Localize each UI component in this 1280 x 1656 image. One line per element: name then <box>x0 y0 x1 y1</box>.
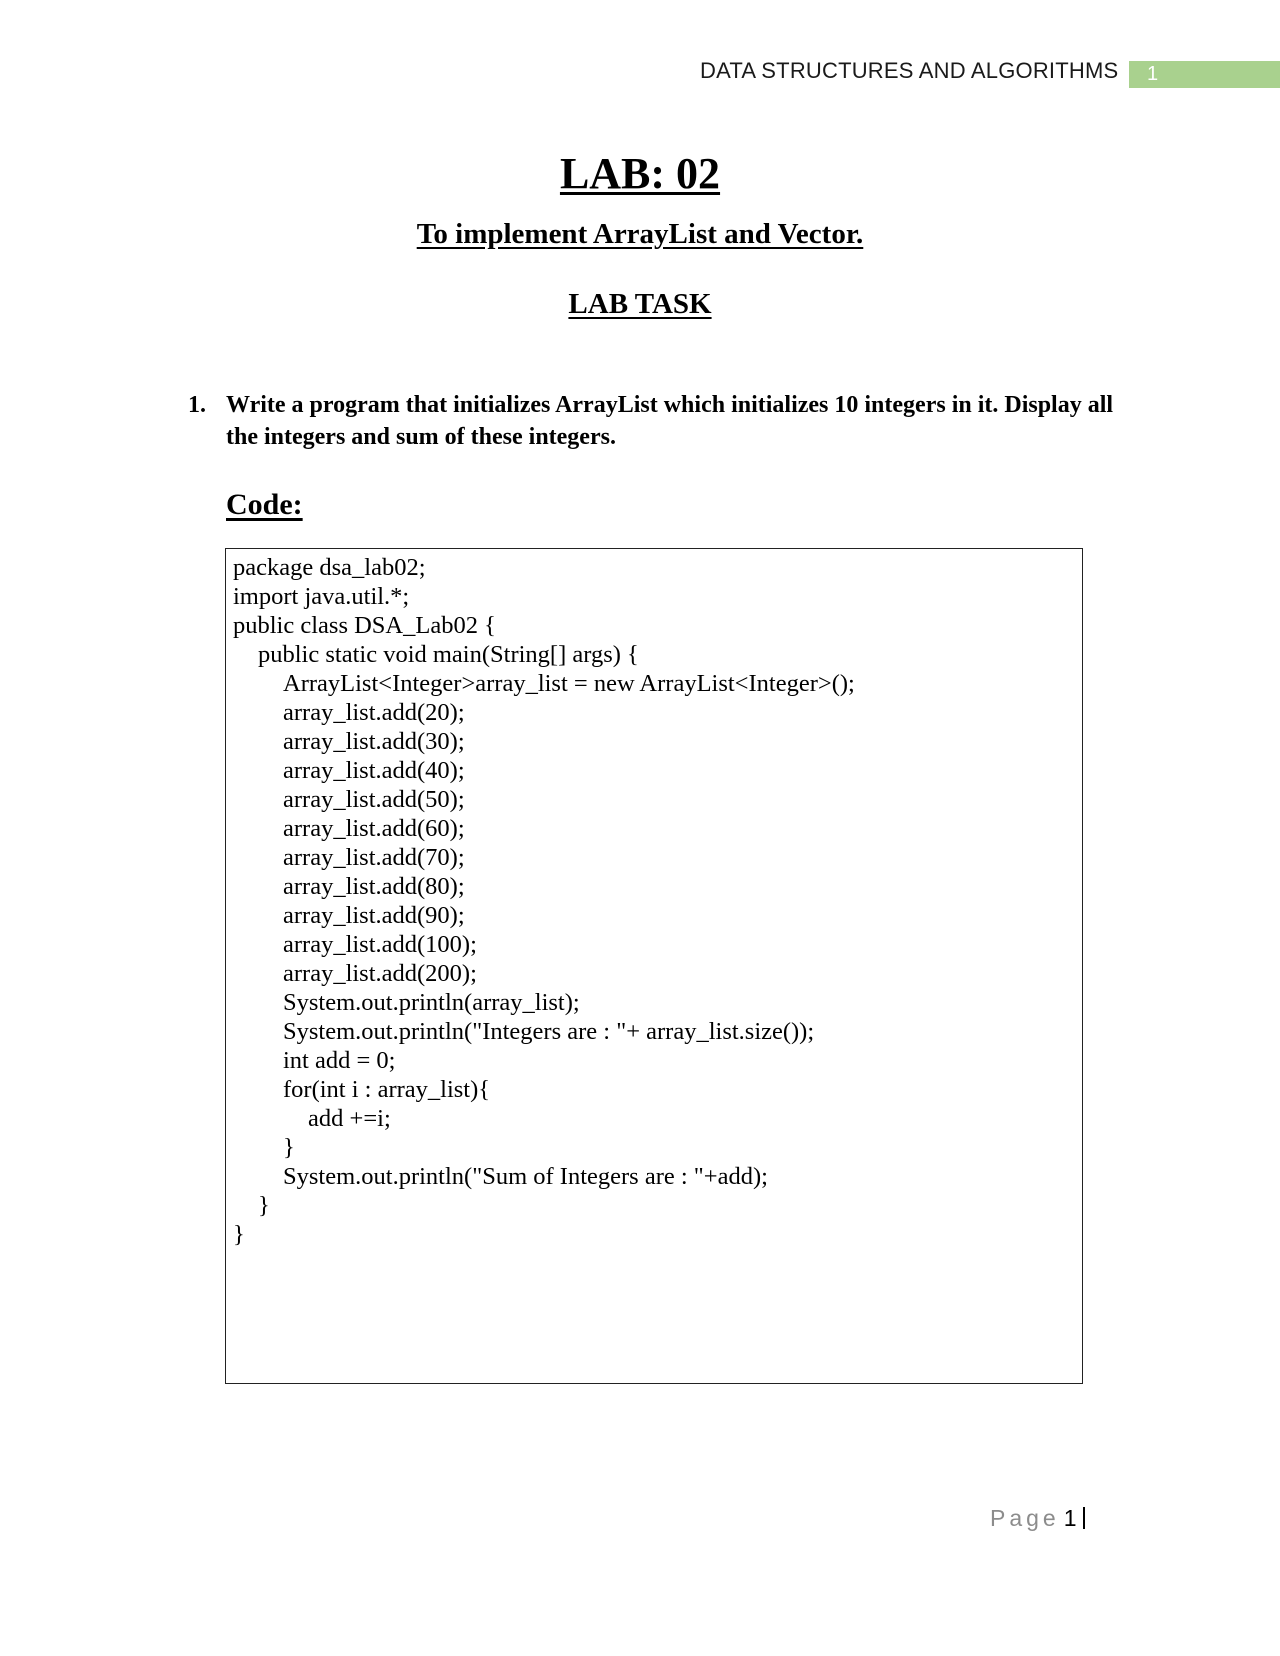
code-line: array_list.add(100); <box>283 931 477 958</box>
code-line: System.out.println(array_list); <box>283 989 580 1016</box>
code-line: for(int i : array_list){ <box>283 1076 491 1103</box>
code-line: } <box>258 1192 270 1219</box>
code-heading: Code: <box>226 488 303 521</box>
code-line: } <box>233 1221 245 1248</box>
code-line: public class DSA_Lab02 { <box>233 612 496 639</box>
question-1 <box>188 389 1148 453</box>
page-label: Page <box>990 1505 1060 1531</box>
code-line: package dsa_lab02; <box>233 554 426 581</box>
lab-subtitle: To implement ArrayList and Vector. <box>416 218 864 250</box>
header-page-badge: 1 <box>1129 61 1280 88</box>
code-line: int add = 0; <box>283 1047 396 1074</box>
page-divider <box>1083 1507 1085 1529</box>
question-number: 1. <box>188 392 206 418</box>
code-line: array_list.add(200); <box>283 960 477 987</box>
question-text: Write a program that initializes ArrayList which initializes 10 integers in it. Display all the integers and sum of these integers. <box>226 392 1114 450</box>
code-line: import java.util.*; <box>233 583 410 610</box>
code-line: array_list.add(50); <box>283 786 465 813</box>
code-line: array_list.add(20); <box>283 699 465 726</box>
code-line: array_list.add(30); <box>283 728 465 755</box>
page-number: 1 <box>1063 1505 1077 1531</box>
code-line: array_list.add(70); <box>283 844 465 871</box>
code-line: array_list.add(90); <box>283 902 465 929</box>
code-line: array_list.add(80); <box>283 873 465 900</box>
lab-task-heading: LAB TASK <box>568 288 712 320</box>
lab-title: LAB: 02 <box>559 149 721 198</box>
code-line: } <box>283 1134 295 1161</box>
code-line: array_list.add(40); <box>283 757 465 784</box>
page-footer <box>990 1505 1085 1532</box>
code-box <box>225 548 1083 1384</box>
code-line: array_list.add(60); <box>283 815 465 842</box>
code-line: add +=i; <box>308 1105 391 1132</box>
header-title: DATA STRUCTURES AND ALGORITHMS <box>700 58 1119 83</box>
code-line: ArrayList<Integer>array_list = new ArrayList<Integer>(); <box>283 670 855 697</box>
code-line: System.out.println("Integers are : "+ array_list.size()); <box>283 1018 815 1045</box>
code-line: System.out.println("Sum of Integers are : "+add); <box>283 1163 768 1190</box>
code-line: public static void main(String[] args) { <box>258 641 639 668</box>
